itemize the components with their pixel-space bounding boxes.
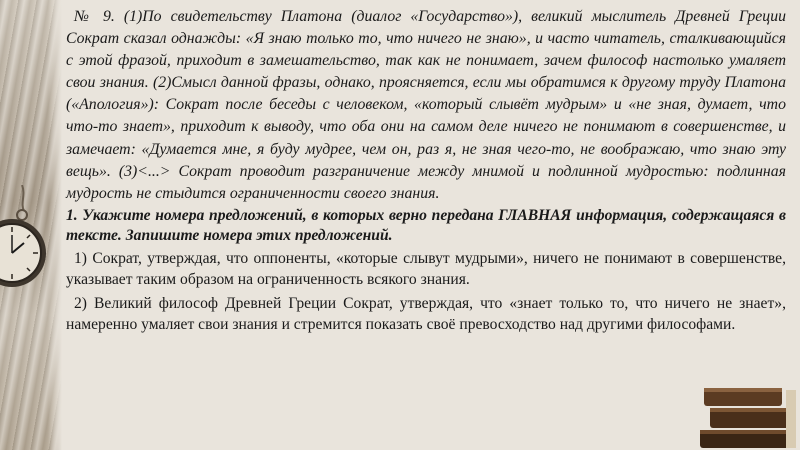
source-passage: № 9. (1)По свидетельству Платона (диалог «Государство»), великий мыслитель Древней Греции Сократ сказал однажды: «Я знаю только то, что ничего не знаю», и часто читатель, сталкивающийся с этой фразой, приходит в замешательство, так как не понимает, зачем философ настолько умаляет свои знания. (2)Смысл данной фразы, однако, проясняется, если мы обратимся к другому труду Платона («Апология»): Сократ после беседы с человеком, «который слывёт мудрым» и «не зная, думает, что что-то знает», приходит к выводу, что оба они на самом деле ничего не понимают в совершенстве, и замечает: «Думается мне, я буду мудрее, чем он, раз я, не зная чего-то, не воображаю, что знаю эту вещь». (3)<...> Сократ проводит разграничение между мнимой и подлинной мудростью: подлинная мудрость не стыдится ограниченности своего знания. (66, 8, 786, 202)
task-question: 1. Укажите номера предложений, в которых верно передана ГЛАВНАЯ информация, содержащаяся в тексте. Запишите номера этих предложений. (66, 206, 786, 244)
books-icon (690, 368, 800, 450)
drapery-decoration (0, 0, 62, 450)
answer-option-1: 1) Сократ, утверждая, что оппоненты, «которые слывут мудрыми», ничего не понимают в совершенстве, указывает таким образом на ограниченность всякого знания. (66, 249, 786, 289)
slide-content (66, 6, 786, 336)
answer-option-2: 2) Великий философ Древней Греции Сократ, утверждая, что «знает только то, что ничего не знает», намеренно умаляет свои знания и стремится показать своё превосходство над другими философами. (66, 294, 786, 334)
